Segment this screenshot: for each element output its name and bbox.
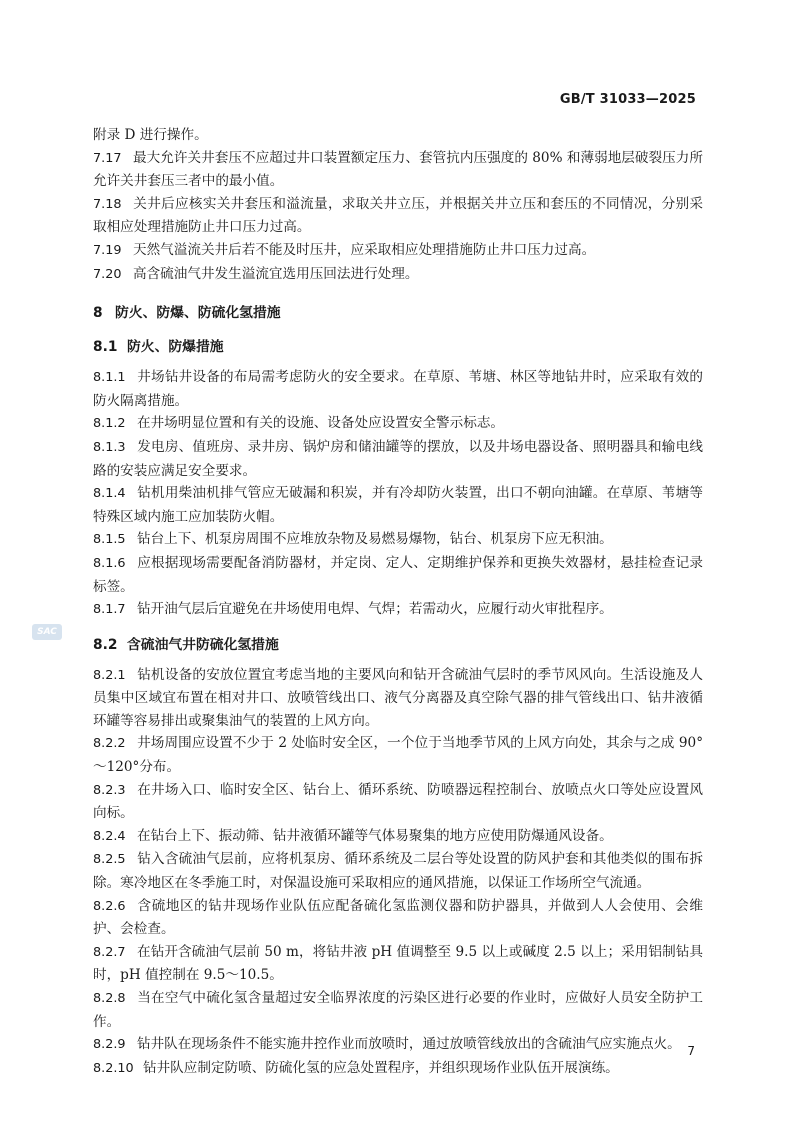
clause-number: 8.1.7 [93,602,126,618]
clause-text: 在钻台上下、振动筛、钻井液循环罐等气体易聚集的地方应使用防爆通风设备。 [137,827,613,844]
clause-number: 7.18 [93,196,122,212]
clause-text: 井场钻井设备的布局需考虑防火的安全要求。在草原、苇塘、林区等地钻井时，应采取有效的防火隔离措施。 [93,369,703,409]
section-title: 防火、防爆、防硫化氢措施 [115,305,281,322]
clause-number: 7.19 [93,242,122,258]
document-code: GB/T 31033—2025 [559,92,696,107]
clause-text: 天然气溢流关井后若不能及时压井，应采取相应处理措施防止井口压力过高。 [133,241,596,258]
page-body [93,124,703,1080]
section-8-1-heading [93,336,703,358]
clause-text: 钻井队在现场条件不能实施井控作业而放喷时，通过放喷管线放出的含硫油气应实施点火。 [137,1036,681,1053]
clause-8-2-1 [93,664,703,733]
section-8-1-items [93,366,703,622]
clause-7-18 [93,193,703,239]
clause-7-20 [93,263,703,287]
section-8-2-heading [93,634,703,656]
clause-text: 钻机设备的安放位置宜考虑当地的主要风向和钻开含硫油气层时的季节风风向。生活设施及人员集中区域宜布置在相对井口、放喷管线出口、液气分离器及真空除气器的排气管线出口、钻井液循环罐等容易排出或聚集油气的装置的上风方向。 [93,666,703,729]
clause-number: 8.2.9 [93,1037,126,1053]
clause-number: 8.2.10 [93,1060,134,1076]
clause-number: 8.1.5 [93,532,126,548]
section-title: 防火、防爆措施 [127,339,224,356]
clause-8-1-7 [93,598,703,622]
clause-text: 在井场明显位置和有关的设施、设备处应设置安全警示标志。 [137,415,505,432]
continuation-text: 附录 D 进行操作。 [93,127,208,143]
clause-number: 8.2.2 [93,736,126,752]
clause-8-1-6 [93,552,703,598]
clause-text: 钻台上下、机泵房周围不应堆放杂物及易燃易爆物，钻台、机泵房下应无积油。 [137,531,613,548]
clause-number: 8.2.7 [93,944,126,960]
clause-8-2-5 [93,848,703,894]
clause-number: 7.20 [93,266,122,282]
clause-8-2-10 [93,1057,703,1081]
clause-text: 应根据现场需要配备消防器材，并定岗、定人、定期维护保养和更换失效器材，悬挂检查记录标签。 [93,554,703,595]
clause-text: 高含硫油气井发生溢流宜选用压回法进行处理。 [133,265,419,282]
clause-8-2-6 [93,895,703,941]
clause-number: 8.2.8 [93,991,126,1006]
clause-8-1-1 [93,366,703,412]
clause-8-1-2 [93,412,703,436]
clause-text: 井场周围应设置不少于 2 处临时安全区，一个位于当地季节风的上风方向处，其余与之成 90°～120°分布。 [93,735,703,776]
clause-number: 8.1.2 [93,416,126,432]
section-number: 8.2 [93,636,118,653]
clause-7-19 [93,239,703,263]
clause-8-2-9 [93,1033,703,1057]
clause-text: 在钻开含硫油气层前 50 m，将钻井液 pH 值调整至 9.5 以上或碱度 2.5 以上；采用铝制钻具时，pH 值控制在 9.5～10.5。 [93,943,703,984]
clause-text: 当在空气中硫化氢含量超过安全临界浓度的污染区进行必要的作业时，应做好人员安全防护工作。 [93,990,703,1030]
clause-7-17 [93,147,703,193]
clause-number: 8.2.4 [93,828,126,844]
clause-number: 8.1.4 [93,486,126,502]
clause-number: 8.2.6 [93,898,126,914]
section-number: 8.1 [93,339,118,356]
section-7-items [93,147,703,287]
clause-8-1-3 [93,436,703,482]
clause-number: 7.17 [93,150,122,166]
clause-text: 钻开油气层后宜避免在井场使用电焊、气焊；若需动火，应履行动火审批程序。 [137,601,613,618]
clause-8-2-8 [93,987,703,1033]
clause-text: 在井场入口、临时安全区、钻台上、循环系统、防喷器远程控制台、放喷点火口等处应设置风向标。 [93,781,703,822]
clause-text: 关井后应核实关井套压和溢流量，求取关井立压，并根据关井立压和套压的不同情况，分别采取相应处理措施防止井口压力过高。 [93,195,703,236]
clause-number: 8.1.6 [93,555,126,571]
sac-watermark-logo: SAC [32,624,62,640]
clause-text: 发电房、值班房、录井房、锅炉房和储油罐等的摆放，以及井场电器设备、照明器具和输电线路的安装应满足安全要求。 [93,438,703,479]
clause-text: 含硫地区的钻井现场作业队伍应配备硫化氢监测仪器和防护器具，并做到人人会使用、会维护、会检查。 [93,897,703,938]
clause-text: 钻入含硫油气层前，应将机泵房、循环系统及二层台等处设置的防风护套和其他类似的围布拆除。寒冷地区在冬季施工时，对保温设施可采取相应的通风措施，以保证工作场所空气流通。 [93,851,703,892]
clause-number: 8.2.3 [93,782,126,798]
clause-number: 8.2.1 [93,667,126,683]
clause-number: 8.2.5 [93,852,126,868]
clause-text: 钻机用柴油机排气管应无破漏和积炭，并有冷却防火装置，出口不朝向油罐。在草原、苇塘等特殊区域内施工应加装防火帽。 [93,485,703,525]
clause-8-2-3 [93,779,703,825]
clause-number: 8.1.1 [93,370,126,386]
clause-8-2-4 [93,825,703,849]
clause-8-1-5 [93,528,703,552]
clause-text: 最大允许关井套压不应超过井口装置额定压力、套管抗内压强度的 80% 和薄弱地层破裂压力所允许关井套压三者中的最小值。 [93,149,703,190]
section-8-heading [93,302,703,324]
clause-8-2-2 [93,732,703,778]
section-8-2-items [93,664,703,1081]
clause-8-1-4 [93,482,703,528]
section-number: 8 [93,305,103,322]
page-number: 7 [687,1044,695,1058]
section-title: 含硫油气井防硫化氢措施 [127,636,279,653]
clause-number: 8.1.3 [93,439,126,455]
clause-text: 钻井队应制定防喷、防硫化氢的应急处置程序，并组织现场作业队伍开展演练。 [143,1059,619,1076]
clause-8-2-7 [93,941,703,987]
